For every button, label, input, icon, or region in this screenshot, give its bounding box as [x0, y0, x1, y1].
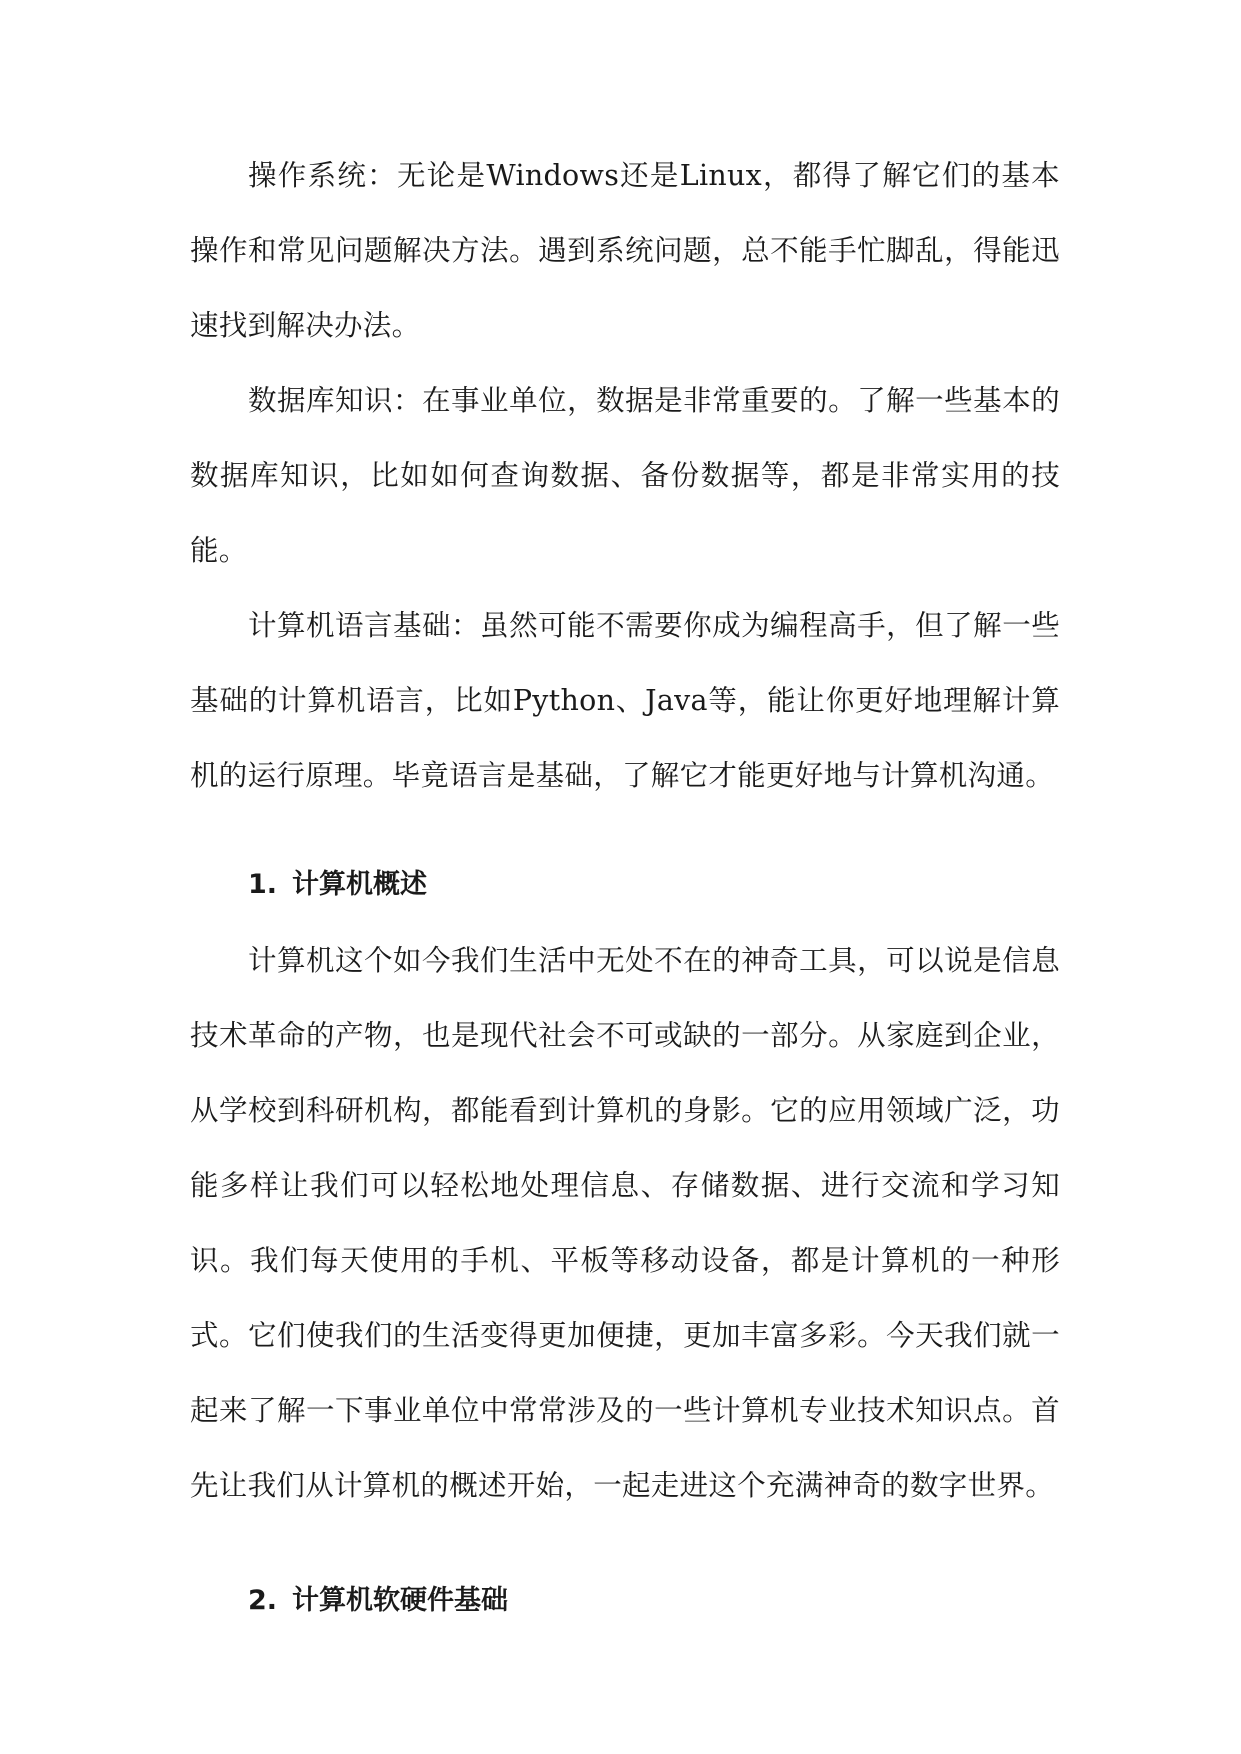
section-title-1: 计算机概述 — [292, 869, 427, 900]
section-title-2: 计算机软硬件基础 — [292, 1585, 508, 1616]
document-body — [190, 138, 1060, 1621]
paragraph-operating-system: 操作系统：无论是Windows还是Linux，都得了解它们的基本操作和常见问题解决方法。遇到系统问题，总不能手忙脚乱，得能迅速找到解决办法。 — [190, 159, 1060, 342]
paragraph-computer-overview: 计算机这个如今我们生活中无处不在的神奇工具，可以说是信息技术革命的产物，也是现代社会不可或缺的一部分。从家庭到企业，从学校到科研机构，都能看到计算机的身影。它的应用领域广泛，功能多样让我们可以轻松地处理信息、存储数据、进行交流和学习知识。我们每天使用的手机、平板等移动设备，都是计算机的一种形式。它们使我们的生活变得更加便捷，更加丰富多彩。今天我们就一起来了解一下事业单位中常常涉及的一些计算机专业技术知识点。首先让我们从计算机的概述开始，一起走进这个充满神奇的数字世界。 — [190, 944, 1060, 1502]
paragraph-programming-language: 计算机语言基础：虽然可能不需要你成为编程高手，但了解一些基础的计算机语言，比如Python、Java等，能让你更好地理解计算机的运行原理。毕竟语言是基础，了解它才能更好地与计算机沟通。 — [190, 609, 1060, 792]
paragraph-database: 数据库知识：在事业单位，数据是非常重要的。了解一些基本的数据库知识，比如如何查询数据、备份数据等，都是非常实用的技能。 — [190, 384, 1060, 567]
section-heading-1 — [190, 865, 1060, 905]
section-number-2: 2. — [248, 1585, 278, 1616]
section-heading-2 — [190, 1581, 1060, 1621]
section-number-1: 1. — [248, 869, 278, 900]
